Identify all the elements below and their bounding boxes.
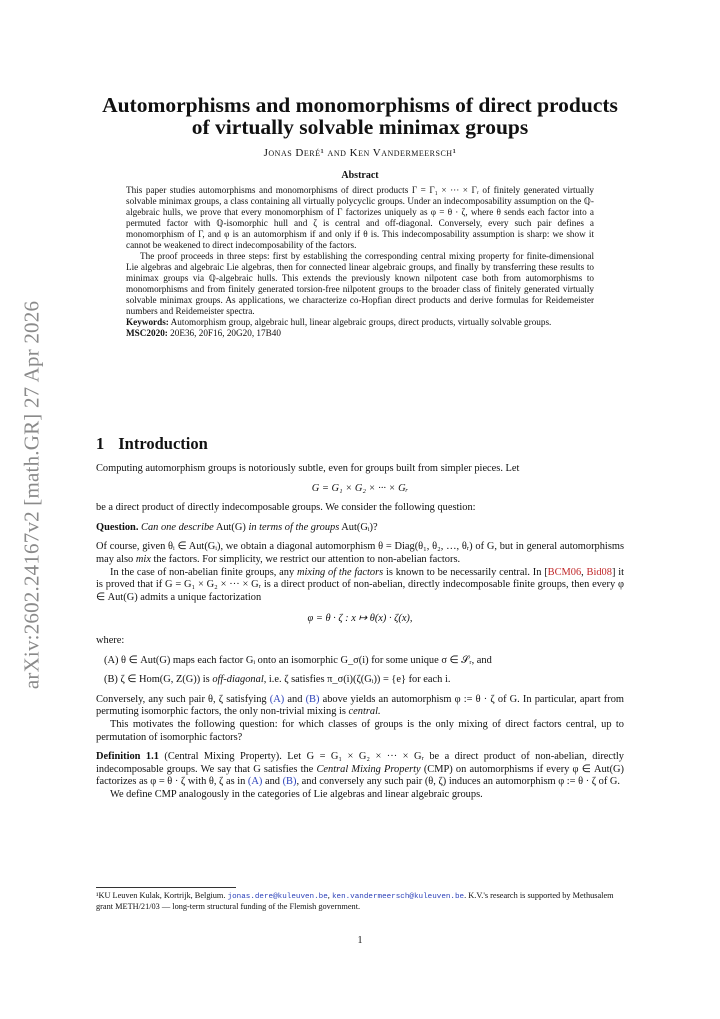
- equation-product: G = G₁ × G₂ × ··· × Gᵣ: [311, 482, 409, 494]
- keywords-text: Automorphism group, algebraic hull, linear algebraic groups, direct products, virtually solvable groups.: [170, 317, 552, 327]
- citation-bcm06[interactable]: BCM06: [547, 566, 582, 578]
- abstract-heading: Abstract: [341, 170, 379, 181]
- ref-item-a[interactable]: (A): [269, 693, 285, 705]
- section-number: 1: [96, 434, 105, 453]
- authors: Jonas Deré¹ and Ken Vandermeersch¹: [263, 147, 457, 159]
- paragraph-7: We define CMP analogously in the categories of Lie algebras and linear algebraic groups.: [110, 788, 483, 800]
- definition-label: Definition 1.1: [96, 751, 159, 763]
- paper-title: Automorphisms and monomorphisms of direct products of virtually solvable minimax groups: [102, 93, 618, 139]
- ref-def-item-b[interactable]: (B): [282, 776, 297, 788]
- ref-def-item-a[interactable]: (A): [247, 776, 263, 788]
- definition-1-1: Definition 1.1 (Central Mixing Property). Let G = G₁ × G₂ × ··· × Gᵣ be a direct product of non-abelian, directly indecomposable groups. We say that G satisfies the Central Mixing Property (CMP) on automorphisms if every φ ∈ Aut(G) factorizes as φ = θ · ζ with θ, ζ as in (A) and (B), and conversely any such pair (θ, ζ) induces an automorphism φ := θ · ζ of G.: [96, 751, 624, 788]
- abstract-paragraph-2: The proof proceeds in three steps: first by establishing the corresponding central mixing property for finite-dimensional Lie algebras and algebraic Lie algebras, then for connected linear algebraic groups, and finally by transferring these results to minimax groups via ℚ-algebraic hulls. This extends the previously known nilpotent case both from automorphisms to monomorphisms and from finitely generated torsion-free nilpotent groups to the broader class of finitely generated virtually solvable minimax groups. As applications, we characterize co-Hopfian direct products and derive formulas for Reidemeister numbers and Reidemeister spectra.: [126, 251, 594, 316]
- keywords-label: Keywords:: [126, 317, 169, 327]
- footnote: ¹KU Leuven Kulak, Kortrijk, Belgium. jonas.dere@kuleuven.be, ken.vandermeersch@kuleuven.be. K.V.'s research is supported by Methusalem grant METH/21/03 — long-term structural funding of the Flemish government.: [96, 891, 614, 911]
- paragraph-5: Conversely, any such pair θ, ζ satisfying (A) and (B) above yields an automorphism φ := θ · ζ of G. In particular, apart from permuting isomorphic factors, the only non-trivial mixing is central.: [96, 693, 624, 718]
- item-a: (A) θ ∈ Aut(G) maps each factor Gᵢ onto an isomorphic G_σ(i) for some unique σ ∈ 𝒮ᵣ, and: [104, 654, 492, 666]
- abstract: [126, 185, 594, 339]
- abstract-paragraph-1: This paper studies automorphisms and monomorphisms of direct products Γ = Γ₁ × ··· × Γᵣ of finitely generated virtually solvable minimax groups, a class containing all virtually polycyclic groups. Under an indecomposability assumption on the ℚ-algebraic hulls, we prove that every monomorphism of Γ factorizes uniquely as φ = θ · ζ, where θ sends each factor into a permuted factor with ℚ-isomorphic hull and ζ is central and off-diagonal. Conversely, every such pair defines a monomorphism of Γ, and φ is an automorphism if and only if θ is. This indecomposability assumption is sharp: we show it cannot be weakened to direct indecomposability of the factors.: [126, 185, 594, 250]
- section-title: Introduction: [118, 434, 208, 453]
- msc: [126, 328, 594, 339]
- citation-bid08[interactable]: Bid08: [586, 566, 612, 578]
- email-link-vandermeersch[interactable]: ken.vandermeersch@kuleuven.be: [331, 893, 465, 901]
- question-label: Question.: [96, 521, 139, 533]
- msc-label: MSC2020:: [126, 328, 168, 338]
- equation-factorization: φ = θ · ζ : x ↦ θ(x) · ζ(x),: [307, 613, 413, 625]
- where-label: where:: [96, 634, 125, 646]
- page-number: 1: [357, 935, 363, 946]
- section-heading: [96, 434, 624, 454]
- footnote-rule: [96, 887, 236, 888]
- paragraph-6: This motivates the following question: for which classes of groups is the only mixing of direct factors central, up to permutation of isomorphic factors?: [96, 718, 624, 743]
- keywords: [126, 317, 594, 328]
- ref-item-b[interactable]: (B): [305, 693, 320, 705]
- question: Question. Can one describe Aut(G) in terms of the groups Aut(Gᵢ)?: [96, 521, 378, 533]
- body-text: [96, 463, 624, 801]
- arxiv-sidebar: [12, 295, 52, 695]
- arxiv-identifier: arXiv:2602.24167v2 [math.GR] 27 Apr 2026: [19, 300, 44, 690]
- paragraph-4: In the case of non-abelian finite groups, any mixing of the factors is known to be necessarily central. In [BCM06, Bid08] it is proved that if G = G₁ × G₂ × ··· × Gᵣ is a direct product of non-abelian, directly indecomposable finite groups, then every φ ∈ Aut(G) admits a unique factorization: [96, 566, 624, 603]
- paragraph-2: be a direct product of directly indecomposable groups. We consider the following question:: [96, 502, 476, 514]
- email-link-dere[interactable]: jonas.dere@kuleuven.be: [227, 893, 328, 901]
- msc-codes: 20E36, 20F16, 20G20, 17B40: [170, 328, 281, 338]
- paragraph-1: Computing automorphism groups is notoriously subtle, even for groups built from simpler pieces. Let: [96, 463, 520, 474]
- paragraph-3: Of course, given θᵢ ∈ Aut(Gᵢ), we obtain a diagonal automorphism θ = Diag(θ₁, θ₂, …, θᵣ) of G, but in general automorphisms may also mix the factors. For simplicity, we restrict our attention to non-abelian factors.: [96, 541, 624, 565]
- item-b: (B) ζ ∈ Hom(G, Z(G)) is off-diagonal, i.e. ζ satisfies π_σ(i)(ζ(Gᵢ)) = {e} for each i.: [104, 674, 451, 686]
